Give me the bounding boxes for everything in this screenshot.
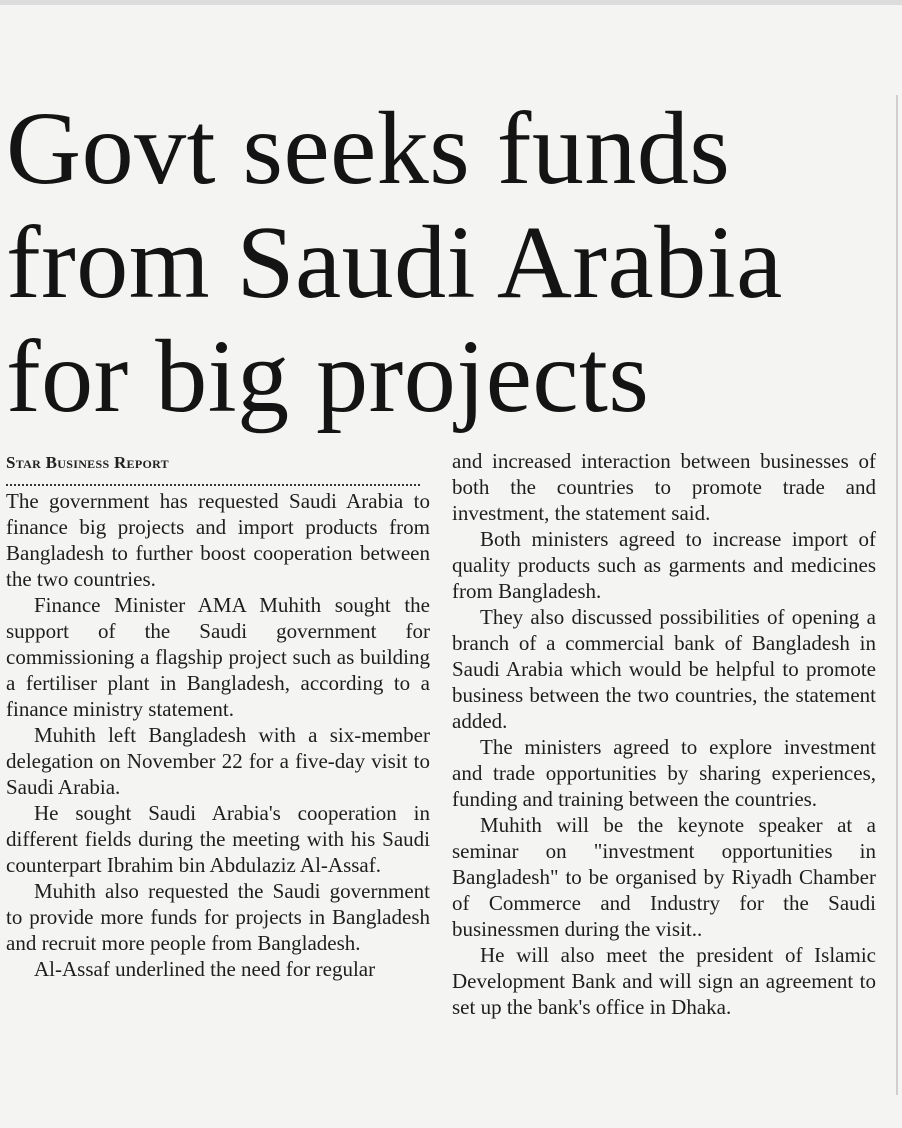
paragraph: and increased interaction between businesses of both the countries to promote trade and investment, the statement said. xyxy=(452,449,876,525)
headline-line: Govt seeks funds xyxy=(6,91,731,206)
paragraph: Muhith also requested the Saudi government to provide more funds for projects in Bangladesh and recruit more people from Bangladesh. xyxy=(6,879,430,955)
paragraph: Both ministers agreed to increase import of quality products such as garments and medicines from Bangladesh. xyxy=(452,527,876,603)
paragraph: The ministers agreed to explore investment and trade opportunities by sharing experiences, funding and training between the countries. xyxy=(452,735,876,811)
paragraph: He will also meet the president of Islamic Development Bank and will sign an agreement to set up the bank's office in Dhaka. xyxy=(452,943,876,1019)
byline: Star Business Report xyxy=(6,453,169,472)
paragraph: Finance Minister AMA Muhith sought the support of the Saudi government for commissioning a flagship project such as building a fertiliser plant in Bangladesh, according to a finance ministry statement. xyxy=(6,593,430,721)
paragraph: Muhith will be the keynote speaker at a seminar on "investment opportunities in Bangladesh" to be organised by Riyadh Chamber of Commerce and Industry for the Saudi businessmen during the visit.. xyxy=(452,813,876,941)
article-column-left xyxy=(6,448,430,982)
column-rule xyxy=(896,95,898,1095)
headline-line: for big projects xyxy=(6,319,650,434)
headline-line: from Saudi Arabia xyxy=(6,205,783,320)
top-border xyxy=(0,0,902,5)
headline xyxy=(6,92,894,434)
paragraph: Muhith left Bangladesh with a six-member delegation on November 22 for a five-day visit to Saudi Arabia. xyxy=(6,723,430,799)
paragraph: He sought Saudi Arabia's cooperation in different fields during the meeting with his Saudi counterpart Ibrahim bin Abdulaziz Al-Assaf. xyxy=(6,801,430,877)
article-column-right xyxy=(452,448,876,1020)
paragraph: The government has requested Saudi Arabia to finance big projects and import products from Bangladesh to further boost cooperation between the two countries. xyxy=(6,489,430,591)
paragraph: They also discussed possibilities of opening a branch of a commercial bank of Bangladesh in Saudi Arabia which would be helpful to promote business between the two countries, the statement added. xyxy=(452,605,876,733)
dotted-divider xyxy=(6,474,420,486)
paragraph: Al-Assaf underlined the need for regular xyxy=(34,957,376,981)
